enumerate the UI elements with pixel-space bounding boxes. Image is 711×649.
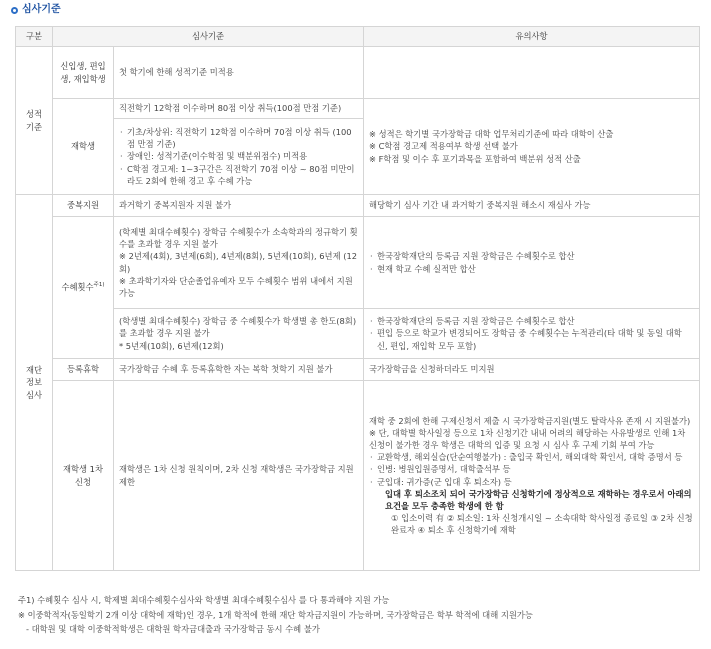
table-header-row — [16, 27, 700, 47]
second-application-criteria: 재학생은 1차 신청 원칙이며, 2차 신청 재학생은 국가장학금 지원 제한 — [114, 381, 364, 571]
table-row — [16, 217, 700, 309]
count-a-criteria — [114, 217, 364, 309]
footnote: ※ 이중학적자(동일학기 2개 이상 대학에 재학)인 경우, 1개 학적에 한해 재단 학자금지원이 가능하며, 국가장학금은 학부 학적에 대해 지원가능 — [18, 609, 533, 620]
registration-leave-note: 국가장학금을 신청하더라도 미지원 — [364, 359, 700, 381]
note-line: ※ 단, 대학별 학사일정 등으로 1차 신청기간 내내 어려의 해당하는 사유발생로 인해 1차 신청이 불가한 경우 학생은 대학의 입증 및 요청 시 심사 후 구제 기회 부여 가능 — [369, 428, 686, 451]
table-row — [16, 99, 700, 119]
category-finance: 재단 정보 심사 — [16, 195, 53, 571]
registration-leave-label: 등록휴학 — [53, 359, 114, 381]
second-application-notes — [364, 381, 700, 571]
military-condition-heading — [369, 488, 694, 512]
list-item: · 현재 학교 수혜 실적만 합산 — [369, 263, 694, 275]
count-label-text: 수혜횟수 — [61, 282, 94, 293]
enrolled-label: 재학생 — [53, 99, 114, 195]
duplicate-label: 중복지원 — [53, 195, 114, 217]
enrolled-top-criteria: 직전학기 12학점 이수하며 80점 이상 취득(100점 만점 기준) — [114, 99, 364, 119]
military-condition-list: ① 입소이력 有 ② 퇴소일: 1차 신청개시일 ~ 소속대학 학사일정 종료일 ③ 2차 신청완료자 ④ 퇴소 후 신청학기에 재학 — [391, 512, 693, 535]
table-row — [16, 381, 700, 571]
footnote: 주1) 수혜횟수 심사 시, 학제별 최대수혜횟수심사와 학생별 최대수혜횟수심사 를 다 통과해야 지원 가능 — [18, 595, 390, 605]
criteria-line: ※ 2년제(4회), 3년제(6회), 4년제(8회), 5년제(10회), 6년제 (12회) — [119, 251, 358, 274]
list-item: · 기초/차상위: 직전학기 12학점 이수하며 70점 이상 취득 (100점 만점 기준) — [119, 126, 358, 150]
list-item: · 장애인: 성적기준(이수학점 및 백분위점수) 미적용 — [119, 150, 358, 162]
enrolled-criteria — [114, 119, 364, 195]
header-notes: 유의사항 — [364, 27, 700, 47]
list-item: · 교환학생, 해외실습(단순여행불가) : 출입국 확인서, 해외대학 확인서, 대학 증명서 등 — [369, 451, 694, 463]
count-label — [53, 217, 114, 359]
count-b-criteria — [114, 309, 364, 359]
count-footnote-mark: 주1) — [93, 282, 105, 289]
section-heading — [11, 3, 61, 18]
table-row — [16, 195, 700, 217]
criteria-table — [15, 26, 700, 571]
table-row — [16, 309, 700, 359]
category-grade: 성적 기준 — [16, 47, 53, 195]
section-title: 심사기준 — [22, 4, 61, 15]
footnotes — [18, 593, 533, 637]
criteria-line: (학제별 최대수혜횟수) 장학금 수혜횟수가 소속학과의 정규학기 횟수를 초과할 경우 지원 불가 — [119, 227, 358, 250]
list-item: · 한국장학재단의 등록금 지원 장학금은 수혜횟수로 합산 — [369, 250, 694, 262]
criteria-line: * 5년제(10회), 6년제(12회) — [119, 340, 224, 351]
list-item: · C학점 경고제: 1~3구간은 직전학기 70점 이상 ~ 80점 미만이라도 2회에 한해 경고 후 수혜 가능 — [119, 163, 358, 187]
table-row — [16, 47, 700, 99]
list-item: · 편입 등으로 학교가 변경되어도 장학금 중 수혜횟수는 누적관리(타 대학 및 동일 대학 신, 편입, 재입학 모두 포함) — [369, 327, 694, 351]
count-b-notes — [364, 309, 700, 359]
circle-bullet-icon — [11, 7, 18, 14]
military-condition-text: 입대 후 퇴소조치 되어 국가장학금 신청학기에 정상적으로 재학하는 경우로서 아래의 요건을 모두 충족한 학생에 한 함 — [385, 488, 692, 511]
grade-note: ※ 성적은 학기별 국가장학금 대학 업무처리기준에 따라 대학이 산출 — [369, 129, 614, 140]
header-category: 구분 — [16, 27, 53, 47]
criteria-line: ※ 초과학기자와 단순졸업유예자 모두 수혜횟수 범위 내에서 지원가능 — [119, 275, 353, 298]
grade-note: ※ C학점 경고제 적용여부 학생 선택 불가 — [369, 141, 518, 152]
duplicate-note: 해당학기 심사 기간 내 과거학기 중복지원 해소시 재심사 가능 — [364, 195, 700, 217]
count-a-notes — [364, 217, 700, 309]
note-line: 재학 중 2회에 한해 구제신청서 제출 시 국가장학금지원(별도 탈락사유 존재 시 지원불가) — [369, 416, 691, 427]
list-item: · 인병: 병원입원증명서, 대학출석부 등 — [369, 463, 694, 475]
new-student-note — [364, 47, 700, 99]
registration-leave-criteria: 국가장학금 수혜 후 등록휴학한 자는 복학 첫학기 지원 불가 — [114, 359, 364, 381]
table-row — [16, 359, 700, 381]
duplicate-criteria: 과거학기 중복지원자 지원 불가 — [114, 195, 364, 217]
list-item: · 군입대: 귀가증(군 입대 후 퇴소자) 등 — [369, 476, 694, 488]
list-item: · 한국장학재단의 등록금 지원 장학금은 수혜횟수로 합산 — [369, 315, 694, 327]
grade-notes — [364, 99, 700, 195]
footnote: - 대학원 및 대학 이중학적학생은 대학원 학자금대출과 국가장학금 동시 수혜 불가 — [26, 624, 320, 635]
grade-note: ※ F학점 및 이수 후 포기과목을 포함하여 백분위 성적 산출 — [369, 153, 581, 164]
criteria-line: (학생별 최대수혜횟수) 장학금 중 수혜횟수가 학생별 총 한도(8회)를 초과할 경우 지원 불가 — [119, 316, 357, 339]
new-student-criteria: 첫 학기에 한해 성적기준 미적용 — [114, 47, 364, 99]
second-application-label: 재학생 1차 신청 — [53, 381, 114, 571]
header-criteria: 심사기준 — [53, 27, 364, 47]
new-student-label: 신입생, 편입생, 재입학생 — [53, 47, 114, 99]
